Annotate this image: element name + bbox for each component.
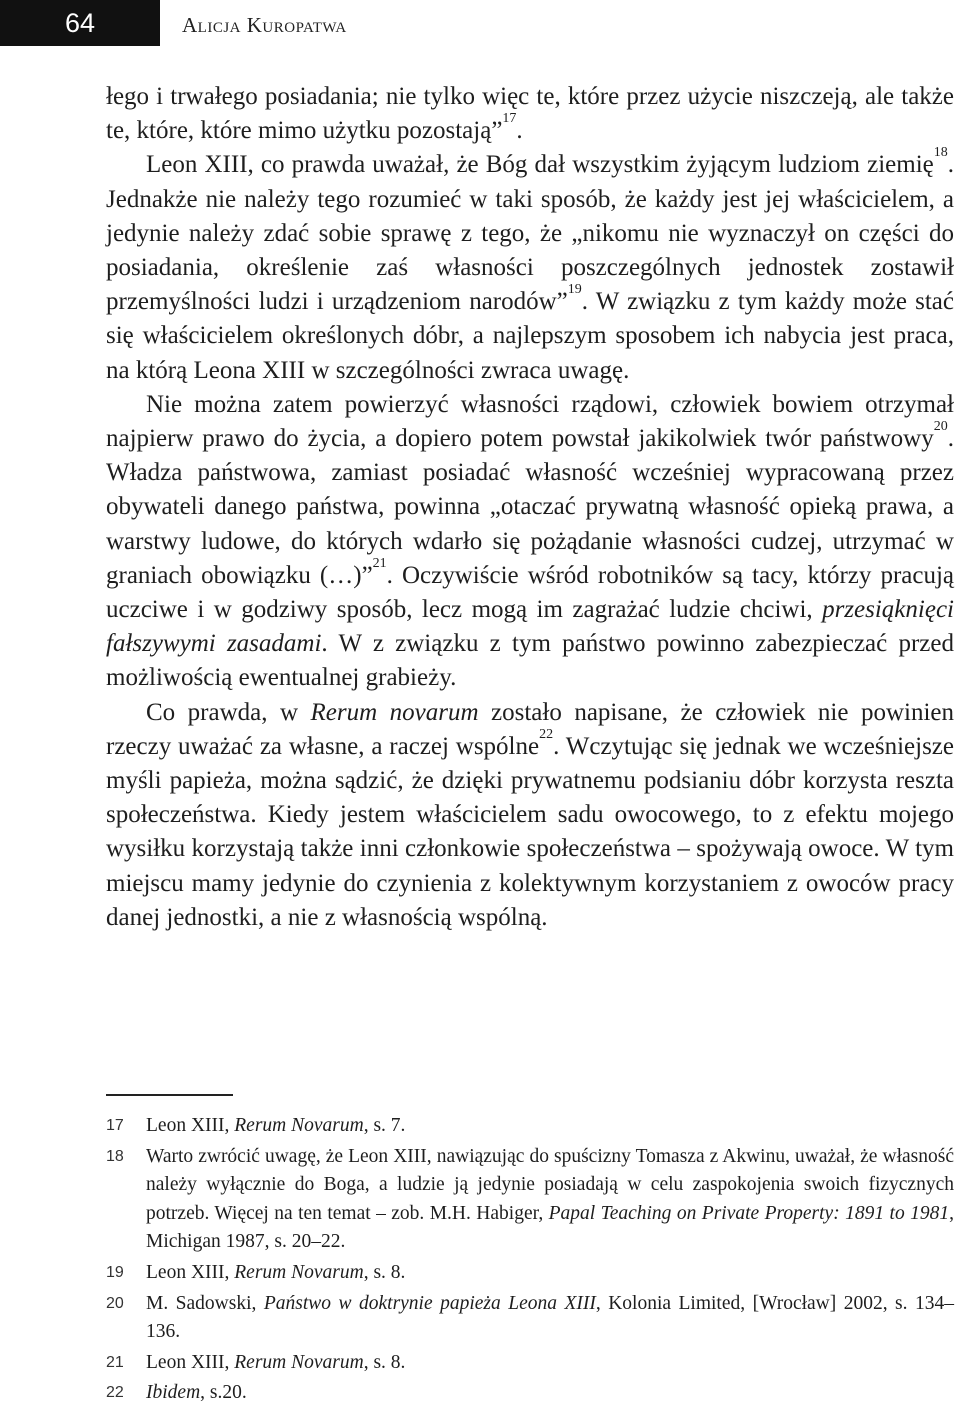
footnote-text: Leon XIII,	[146, 1261, 235, 1283]
paragraph-text: .	[516, 117, 523, 145]
footnote-text: M. Sadowski,	[146, 1292, 264, 1314]
paragraph-text: . Władza państwowa, zamiast posiadać własność wcześniej wypracowaną przez obywateli danego państwa, powinna „otaczać prywatną własność opieką prawa, a warstwy ludowe, do których wdarło się pożądanie własności cudzej, utrzymać w graniach obowiązku (…)”	[106, 425, 954, 589]
footnote-17	[106, 1112, 954, 1141]
footnote-separator	[106, 1094, 233, 1096]
paragraph-text: łego i trwałego posiadania; nie tylko więc te, które przez użycie niszczeją, ale także te, które, które mimo użytku pozostają”	[106, 83, 954, 145]
paragraph-2	[106, 145, 954, 387]
footnote-ref-21[interactable]: 21	[372, 555, 387, 571]
footnote-text: , Michigan 1987, s. 20–22.	[146, 1202, 955, 1253]
italic-title: Rerum novarum	[310, 698, 479, 726]
footnote-22	[106, 1379, 954, 1408]
footnote-text: Leon XIII,	[146, 1351, 235, 1373]
paragraph-1	[106, 80, 954, 148]
footnote-number: 21	[106, 1353, 124, 1371]
footnote-ref-18[interactable]: 18	[933, 145, 948, 161]
footnotes	[106, 1112, 954, 1410]
paragraph-text: . W z związku z tym państwo powinno zabezpieczać przed możliwością ewentualnej grabieży.	[106, 630, 954, 692]
paragraph-text: Nie można zatem powierzyć własności rządowi, człowiek bowiem otrzymał najpierw prawo do życia, a dopiero potem powstał jakikolwiek twór państwowy	[106, 390, 954, 453]
footnote-title: Państwo w doktrynie papieża Leona XIII	[263, 1292, 596, 1314]
paragraph-text: zostało napisane, że człowiek nie powinien rzeczy uważać za własne, a raczej wspólne	[106, 698, 954, 760]
italic-phrase: przesiąknięci fałszywymi zasadami	[106, 596, 954, 658]
footnote-ref-20[interactable]: 20	[933, 419, 948, 435]
footnote-18	[106, 1143, 954, 1257]
footnote-text: , s.20.	[200, 1382, 247, 1404]
footnote-text: , s. 8.	[363, 1351, 406, 1373]
footnote-ref-17[interactable]: 17	[502, 111, 517, 127]
footnote-title: Papal Teaching on Private Property: 1891 to 1981	[548, 1202, 950, 1224]
footnote-text: Warto zwrócić uwagę, że Leon XIII, nawiązując do spuścizny Tomasza z Akwinu, uważał, że własność należy wyłącznie do Boga, a ludzie ją jedynie posiadają w celu zaspokojenia swoich fizycznych potrzeb. Więcej na ten temat – zob. M.H. Habiger,	[146, 1145, 954, 1224]
paragraph-text: Leon XIII, co prawda uważał, że Bóg dał wszystkim żyjącym ludziom ziemię	[146, 151, 934, 179]
paragraph-text: . Oczywiście wśród robotników są tacy, którzy pracują uczciwe i w godziwy sposób, lecz mogą im zagrażać ludzie chciwi,	[106, 561, 955, 624]
paragraph-text: . Wczytując się jednak we wcześniejsze myśli papieża, można sądzić, że dzięki prywatnemu podsianiu dóbr korzysta reszta społeczeństwa. Kiedy jestem właścicielem sadu owocowego, to z efektu mojego wysiłku korzystają także inni członkowie społeczeństwa – spożywają owoce. W tym miejscu mamy jedynie do czynienia z kolektywnym korzystaniem z owoców pracy danej jednostki, a nie z własnością wspólną.	[106, 732, 954, 931]
paragraph-4	[106, 696, 954, 935]
footnote-number: 19	[106, 1263, 124, 1281]
paragraph-text: . Jednakże nie należy tego rozumieć w taki sposób, że każdy jest jej właścicielem, a jedynie należy zdać sobie sprawę z tego, że „nikomu nie wyznaczył on części do posiadania, określenie zaś własności poszczególnych jednostek zostawił przemyślności ludzi i urządzeniom narodów”	[106, 151, 954, 316]
footnote-text: Leon XIII,	[146, 1115, 235, 1136]
footnote-text: , Kolonia Limited, [Wrocław] 2002, s. 134–136.	[146, 1292, 954, 1343]
paragraph-3	[106, 388, 954, 696]
footnote-title: Ibidem	[146, 1382, 201, 1404]
footnote-text: , s. 7.	[363, 1115, 406, 1136]
paragraph-text: Co prawda, w	[146, 698, 311, 726]
footnote-number: 18	[106, 1147, 124, 1165]
footnote-title: Rerum Novarum	[234, 1351, 364, 1373]
footnote-19	[106, 1259, 954, 1288]
footnote-title: Rerum Novarum	[234, 1115, 364, 1136]
paragraph-text: . W związku z tym każdy może stać się właścicielem określonych dóbr, a najlepszym sposobem ich nabycia jest praca, na którą Leona XIII w szczególności zwraca uwagę.	[106, 288, 954, 384]
footnote-ref-22[interactable]: 22	[539, 726, 554, 742]
footnote-title: Rerum Novarum	[234, 1261, 364, 1283]
page-header	[0, 0, 960, 48]
footnote-number: 22	[106, 1384, 124, 1402]
footnote-number: 20	[106, 1294, 124, 1312]
footnote-text: , s. 8.	[363, 1261, 406, 1283]
page-number: 64	[0, 0, 160, 46]
footnote-20	[106, 1290, 954, 1347]
running-head-author: Alicja Kuropatwa	[182, 13, 347, 37]
body-text	[106, 80, 954, 935]
footnote-ref-19[interactable]: 19	[567, 282, 582, 298]
footnote-21	[106, 1349, 954, 1378]
footnote-number: 17	[106, 1117, 124, 1134]
